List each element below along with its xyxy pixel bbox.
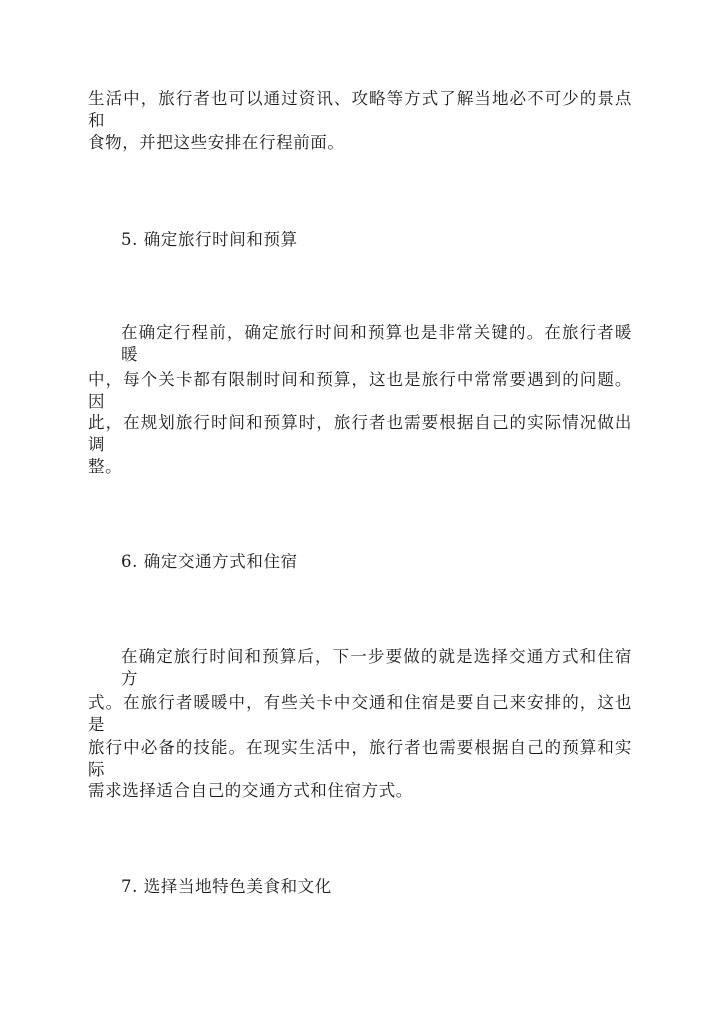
paragraph-line: 整。	[88, 457, 123, 476]
paragraph-line: 需求选择适合自己的交通方式和住宿方式。	[88, 781, 413, 800]
paragraph-line: 在确定旅行时间和预算后，下一步要做的就是选择交通方式和住宿方	[121, 647, 632, 688]
paragraph-line: 此，在规划旅行时间和预算时，旅行者也需要根据自己的实际情况做出调	[88, 413, 632, 454]
paragraph-line: 生活中，旅行者也可以通过资讯、攻略等方式了解当地必不可少的景点和	[88, 89, 632, 130]
section-heading-5: 5. 确定旅行时间和预算	[121, 230, 298, 249]
paragraph-line: 在确定行程前，确定旅行时间和预算也是非常关键的。在旅行者暖暖	[121, 323, 632, 364]
paragraph-line: 式。在旅行者暖暖中，有些关卡中交通和住宿是要自己来安排的，这也是	[88, 693, 632, 734]
section-heading-7: 7. 选择当地特色美食和文化	[121, 877, 332, 896]
paragraph-line: 旅行中必备的技能。在现实生活中，旅行者也需要根据自己的预算和实际	[88, 738, 632, 779]
paragraph-line: 食物，并把这些安排在行程前面。	[88, 133, 345, 152]
section-heading-6: 6. 确定交通方式和住宿	[121, 552, 298, 571]
paragraph-line: 中，每个关卡都有限制时间和预算，这也是旅行中常常要遇到的问题。因	[88, 370, 632, 411]
